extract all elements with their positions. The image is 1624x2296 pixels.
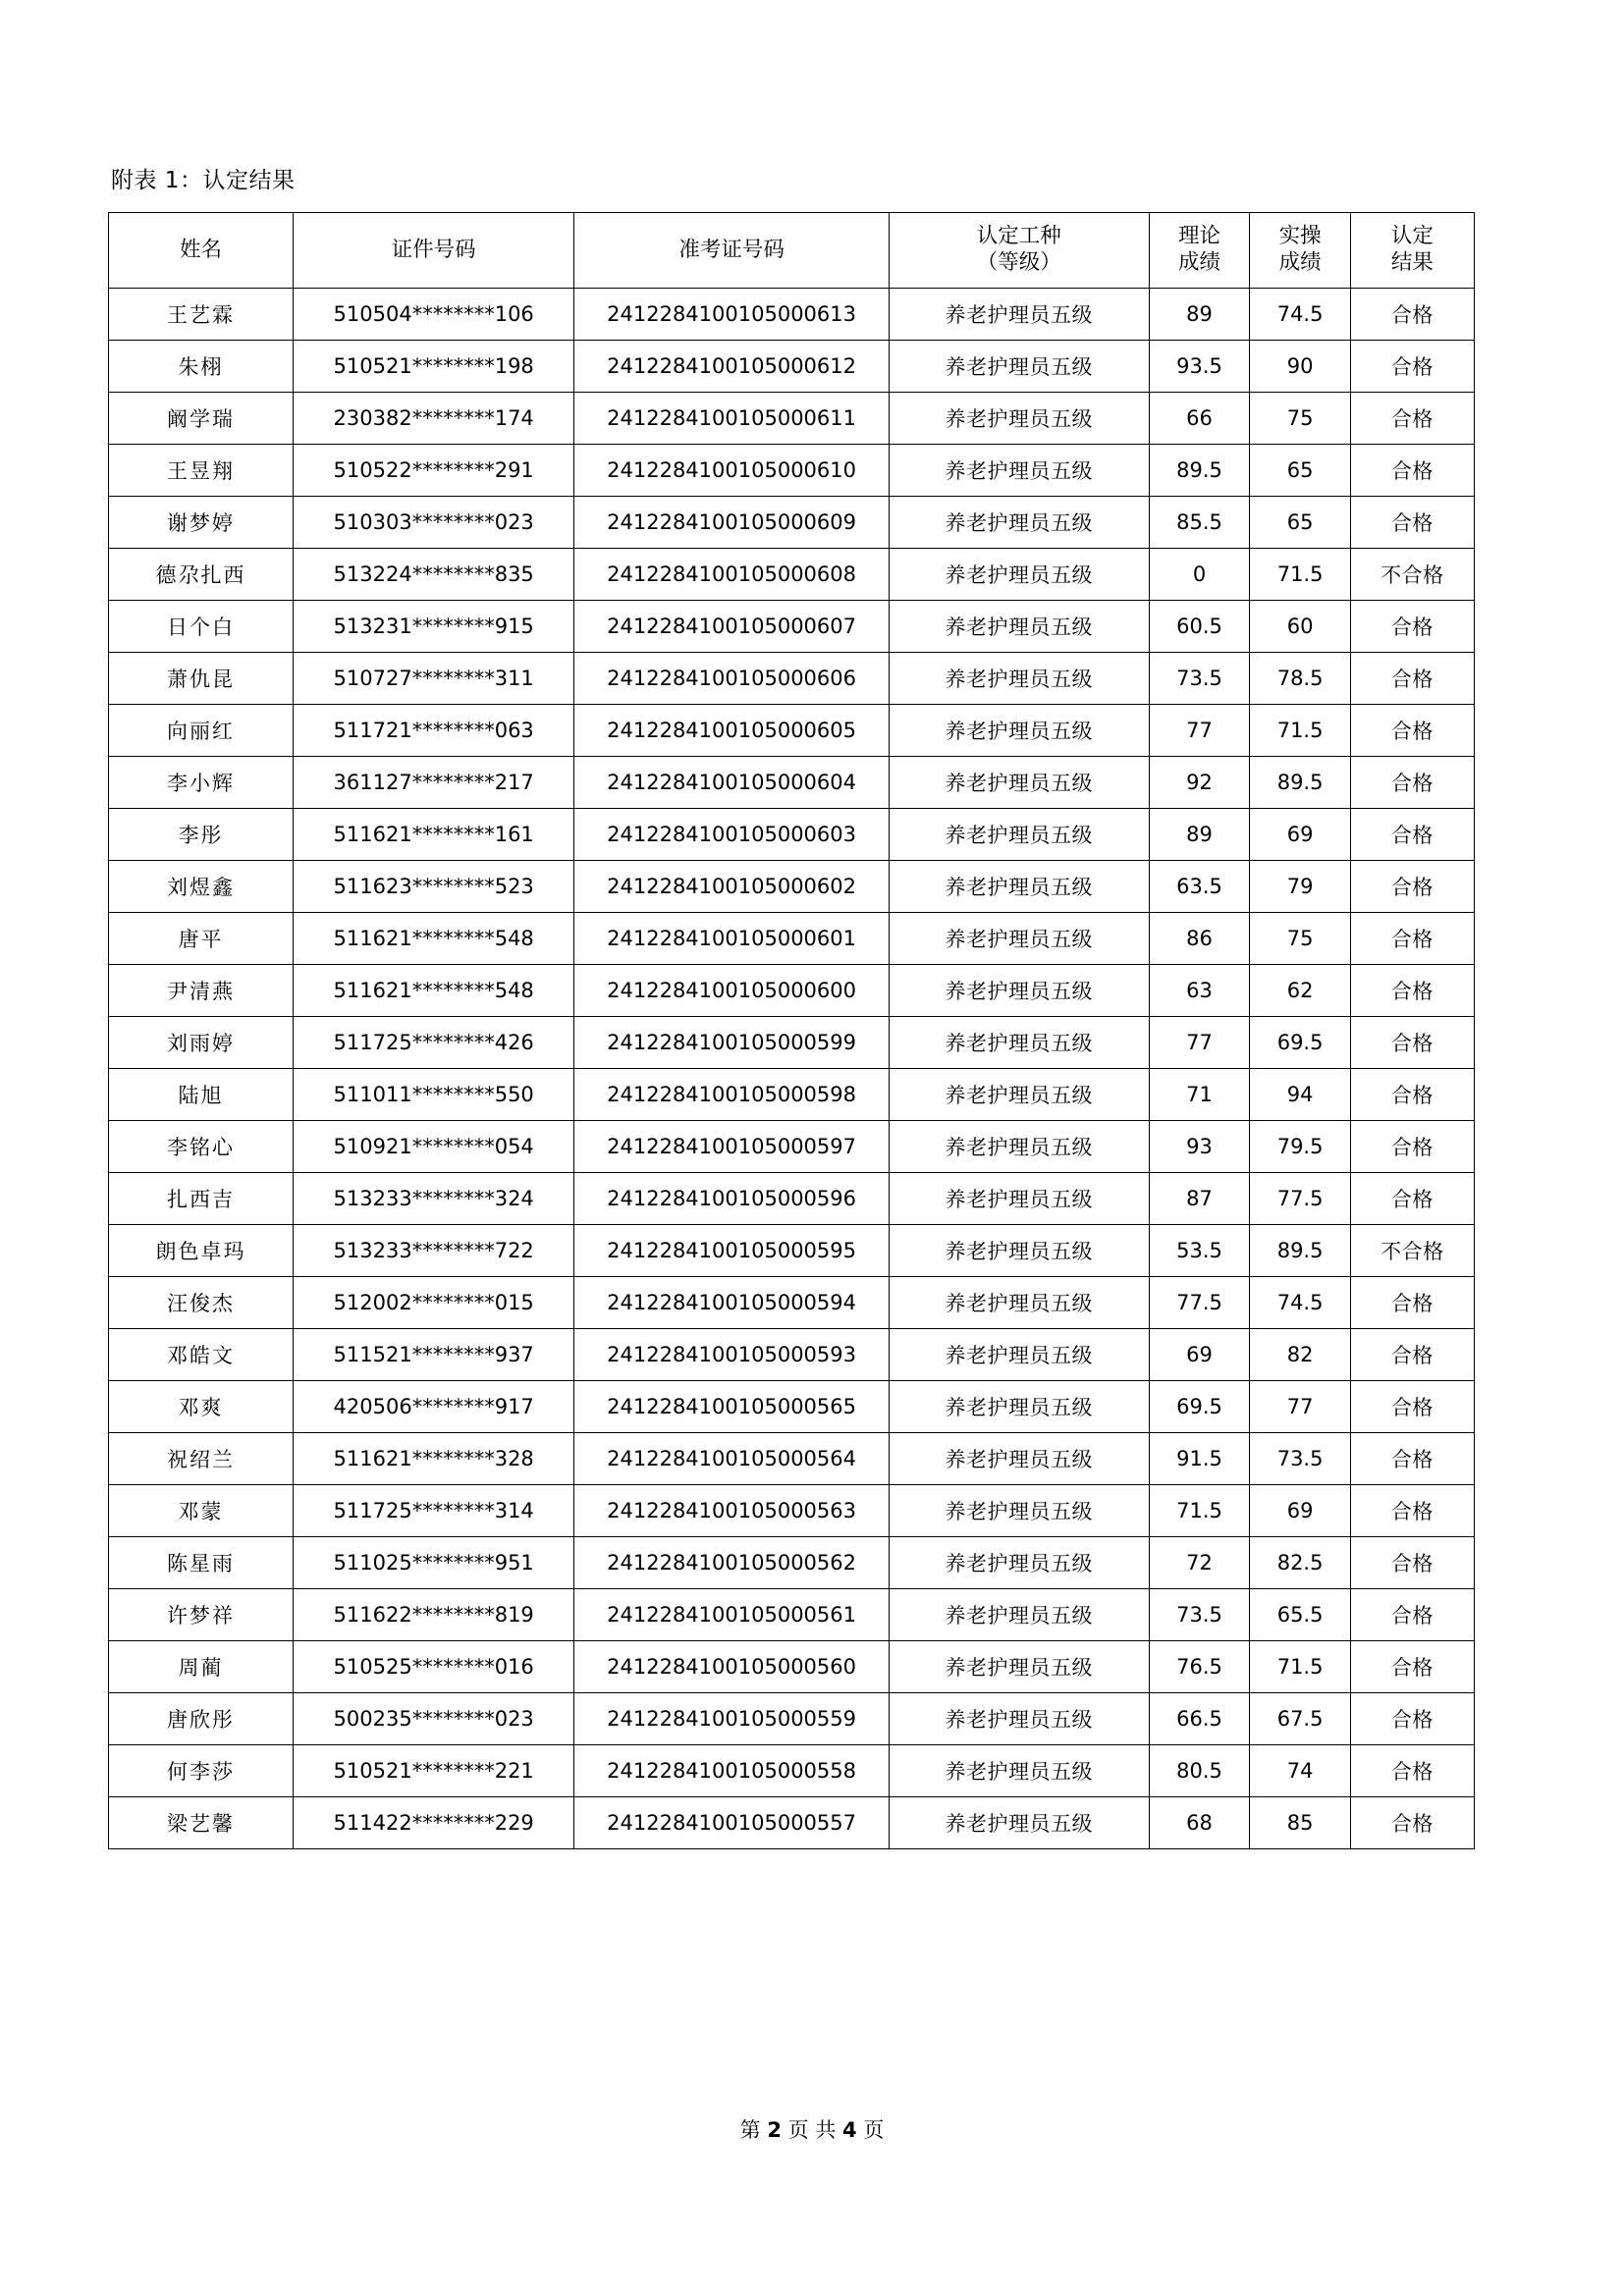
cell-practice-score: 82.5 bbox=[1250, 1537, 1351, 1589]
cell-theory-score: 77 bbox=[1149, 705, 1250, 757]
cell-result: 合格 bbox=[1350, 861, 1474, 913]
cell-practice-score: 89.5 bbox=[1250, 757, 1351, 809]
table-body bbox=[109, 289, 1475, 1849]
column-header-name: 姓名 bbox=[109, 213, 294, 289]
cell-result: 合格 bbox=[1350, 965, 1474, 1017]
cell-ticket-number: 2412284100105000604 bbox=[574, 757, 890, 809]
cell-job: 养老护理员五级 bbox=[889, 1797, 1149, 1849]
cell-practice-score: 77.5 bbox=[1250, 1173, 1351, 1225]
cell-practice-score: 71.5 bbox=[1250, 705, 1351, 757]
cell-practice-score: 75 bbox=[1250, 913, 1351, 965]
cell-result: 合格 bbox=[1350, 1381, 1474, 1433]
cell-practice-score: 69 bbox=[1250, 1485, 1351, 1537]
column-header-job-line1: 认定工种 bbox=[976, 224, 1061, 249]
cell-job: 养老护理员五级 bbox=[889, 1745, 1149, 1797]
cell-id-number: 511725********426 bbox=[294, 1017, 574, 1069]
cell-ticket-number: 2412284100105000557 bbox=[574, 1797, 890, 1849]
table-header bbox=[109, 213, 1475, 289]
cell-practice-score: 69 bbox=[1250, 809, 1351, 861]
cell-name: 祝绍兰 bbox=[109, 1433, 294, 1485]
column-header-result-line1: 认定 bbox=[1390, 224, 1434, 249]
cell-practice-score: 71.5 bbox=[1250, 549, 1351, 601]
column-header-practice-score bbox=[1250, 213, 1351, 289]
cell-job: 养老护理员五级 bbox=[889, 1173, 1149, 1225]
cell-ticket-number: 2412284100105000593 bbox=[574, 1329, 890, 1381]
table-row bbox=[109, 1589, 1475, 1641]
cell-ticket-number: 2412284100105000594 bbox=[574, 1277, 890, 1329]
table-row bbox=[109, 861, 1475, 913]
cell-ticket-number: 2412284100105000603 bbox=[574, 809, 890, 861]
cell-id-number: 511623********523 bbox=[294, 861, 574, 913]
cell-practice-score: 94 bbox=[1250, 1069, 1351, 1121]
cell-id-number: 511621********548 bbox=[294, 965, 574, 1017]
cell-result: 合格 bbox=[1350, 341, 1474, 393]
cell-result: 合格 bbox=[1350, 289, 1474, 341]
cell-ticket-number: 2412284100105000562 bbox=[574, 1537, 890, 1589]
cell-id-number: 361127********217 bbox=[294, 757, 574, 809]
cell-name: 日个白 bbox=[109, 601, 294, 653]
cell-theory-score: 69 bbox=[1149, 1329, 1250, 1381]
cell-job: 养老护理员五级 bbox=[889, 1277, 1149, 1329]
cell-name: 李彤 bbox=[109, 809, 294, 861]
cell-result: 合格 bbox=[1350, 1329, 1474, 1381]
column-header-practice-line2: 成绩 bbox=[1278, 250, 1322, 275]
cell-result: 合格 bbox=[1350, 1745, 1474, 1797]
cell-theory-score: 86 bbox=[1149, 913, 1250, 965]
cell-name: 王昱翔 bbox=[109, 445, 294, 497]
footer-total-pages: 4 bbox=[842, 2118, 857, 2142]
cell-id-number: 513231********915 bbox=[294, 601, 574, 653]
cell-result: 合格 bbox=[1350, 1069, 1474, 1121]
table-row bbox=[109, 965, 1475, 1017]
cell-result: 合格 bbox=[1350, 1277, 1474, 1329]
cell-id-number: 511721********063 bbox=[294, 705, 574, 757]
cell-practice-score: 75 bbox=[1250, 393, 1351, 445]
cell-job: 养老护理员五级 bbox=[889, 653, 1149, 705]
cell-name: 刘雨婷 bbox=[109, 1017, 294, 1069]
cell-theory-score: 71.5 bbox=[1149, 1485, 1250, 1537]
cell-ticket-number: 2412284100105000596 bbox=[574, 1173, 890, 1225]
cell-result: 合格 bbox=[1350, 705, 1474, 757]
footer-page-number: 2 bbox=[767, 2118, 782, 2142]
cell-result: 不合格 bbox=[1350, 1225, 1474, 1277]
footer-middle: 页 共 bbox=[787, 2118, 837, 2142]
table-row bbox=[109, 1277, 1475, 1329]
table-row bbox=[109, 809, 1475, 861]
cell-name: 阚学瑞 bbox=[109, 393, 294, 445]
cell-result: 合格 bbox=[1350, 1641, 1474, 1693]
cell-theory-score: 63.5 bbox=[1149, 861, 1250, 913]
table-row bbox=[109, 1173, 1475, 1225]
cell-ticket-number: 2412284100105000565 bbox=[574, 1381, 890, 1433]
cell-id-number: 230382********174 bbox=[294, 393, 574, 445]
cell-practice-score: 65 bbox=[1250, 445, 1351, 497]
cell-job: 养老护理员五级 bbox=[889, 497, 1149, 549]
cell-ticket-number: 2412284100105000558 bbox=[574, 1745, 890, 1797]
cell-name: 李铭心 bbox=[109, 1121, 294, 1173]
cell-job: 养老护理员五级 bbox=[889, 1069, 1149, 1121]
cell-result: 合格 bbox=[1350, 809, 1474, 861]
table-row bbox=[109, 549, 1475, 601]
cell-id-number: 510525********016 bbox=[294, 1641, 574, 1693]
cell-ticket-number: 2412284100105000598 bbox=[574, 1069, 890, 1121]
cell-theory-score: 0 bbox=[1149, 549, 1250, 601]
cell-ticket-number: 2412284100105000600 bbox=[574, 965, 890, 1017]
cell-job: 养老护理员五级 bbox=[889, 601, 1149, 653]
cell-practice-score: 77 bbox=[1250, 1381, 1351, 1433]
cell-name: 朱栩 bbox=[109, 341, 294, 393]
cell-name: 王艺霖 bbox=[109, 289, 294, 341]
cell-job: 养老护理员五级 bbox=[889, 1329, 1149, 1381]
table-row bbox=[109, 757, 1475, 809]
cell-name: 刘煜鑫 bbox=[109, 861, 294, 913]
cell-ticket-number: 2412284100105000608 bbox=[574, 549, 890, 601]
cell-theory-score: 89.5 bbox=[1149, 445, 1250, 497]
cell-job: 养老护理员五级 bbox=[889, 809, 1149, 861]
cell-job: 养老护理员五级 bbox=[889, 1589, 1149, 1641]
cell-id-number: 511621********161 bbox=[294, 809, 574, 861]
cell-id-number: 513233********722 bbox=[294, 1225, 574, 1277]
cell-ticket-number: 2412284100105000559 bbox=[574, 1693, 890, 1745]
cell-job: 养老护理员五级 bbox=[889, 393, 1149, 445]
column-header-theory-line1: 理论 bbox=[1178, 224, 1221, 249]
table-row bbox=[109, 1381, 1475, 1433]
cell-job: 养老护理员五级 bbox=[889, 289, 1149, 341]
cell-id-number: 513233********324 bbox=[294, 1173, 574, 1225]
table-row bbox=[109, 497, 1475, 549]
cell-name: 邓爽 bbox=[109, 1381, 294, 1433]
cell-job: 养老护理员五级 bbox=[889, 913, 1149, 965]
cell-id-number: 511621********328 bbox=[294, 1433, 574, 1485]
cell-job: 养老护理员五级 bbox=[889, 861, 1149, 913]
table-row bbox=[109, 1225, 1475, 1277]
cell-result: 不合格 bbox=[1350, 549, 1474, 601]
cell-id-number: 510727********311 bbox=[294, 653, 574, 705]
cell-ticket-number: 2412284100105000601 bbox=[574, 913, 890, 965]
cell-theory-score: 76.5 bbox=[1149, 1641, 1250, 1693]
cell-id-number: 512002********015 bbox=[294, 1277, 574, 1329]
footer-suffix: 页 bbox=[863, 2118, 885, 2142]
cell-job: 养老护理员五级 bbox=[889, 1381, 1149, 1433]
cell-theory-score: 73.5 bbox=[1149, 653, 1250, 705]
table-row bbox=[109, 1641, 1475, 1693]
column-header-job bbox=[889, 213, 1149, 289]
cell-ticket-number: 2412284100105000607 bbox=[574, 601, 890, 653]
cell-id-number: 511422********229 bbox=[294, 1797, 574, 1849]
cell-ticket-number: 2412284100105000602 bbox=[574, 861, 890, 913]
table-row bbox=[109, 1433, 1475, 1485]
table-row bbox=[109, 1537, 1475, 1589]
cell-result: 合格 bbox=[1350, 1797, 1474, 1849]
cell-result: 合格 bbox=[1350, 1537, 1474, 1589]
cell-ticket-number: 2412284100105000610 bbox=[574, 445, 890, 497]
cell-job: 养老护理员五级 bbox=[889, 965, 1149, 1017]
page-footer bbox=[0, 2114, 1624, 2144]
cell-result: 合格 bbox=[1350, 393, 1474, 445]
cell-ticket-number: 2412284100105000606 bbox=[574, 653, 890, 705]
cell-practice-score: 73.5 bbox=[1250, 1433, 1351, 1485]
cell-practice-score: 90 bbox=[1250, 341, 1351, 393]
cell-job: 养老护理员五级 bbox=[889, 549, 1149, 601]
cell-theory-score: 66 bbox=[1149, 393, 1250, 445]
cell-practice-score: 79.5 bbox=[1250, 1121, 1351, 1173]
cell-result: 合格 bbox=[1350, 1485, 1474, 1537]
certification-results-table bbox=[108, 212, 1475, 1849]
table-row bbox=[109, 1069, 1475, 1121]
cell-name: 陆旭 bbox=[109, 1069, 294, 1121]
cell-job: 养老护理员五级 bbox=[889, 1121, 1149, 1173]
cell-name: 萧仇昆 bbox=[109, 653, 294, 705]
cell-job: 养老护理员五级 bbox=[889, 1485, 1149, 1537]
cell-theory-score: 63 bbox=[1149, 965, 1250, 1017]
cell-id-number: 420506********917 bbox=[294, 1381, 574, 1433]
cell-id-number: 511025********951 bbox=[294, 1537, 574, 1589]
cell-result: 合格 bbox=[1350, 1173, 1474, 1225]
cell-practice-score: 67.5 bbox=[1250, 1693, 1351, 1745]
cell-name: 唐平 bbox=[109, 913, 294, 965]
cell-job: 养老护理员五级 bbox=[889, 1225, 1149, 1277]
cell-practice-score: 60 bbox=[1250, 601, 1351, 653]
cell-job: 养老护理员五级 bbox=[889, 445, 1149, 497]
cell-id-number: 510521********198 bbox=[294, 341, 574, 393]
cell-ticket-number: 2412284100105000613 bbox=[574, 289, 890, 341]
cell-practice-score: 82 bbox=[1250, 1329, 1351, 1381]
cell-id-number: 511725********314 bbox=[294, 1485, 574, 1537]
cell-result: 合格 bbox=[1350, 497, 1474, 549]
cell-job: 养老护理员五级 bbox=[889, 705, 1149, 757]
cell-theory-score: 72 bbox=[1149, 1537, 1250, 1589]
cell-practice-score: 62 bbox=[1250, 965, 1351, 1017]
cell-id-number: 500235********023 bbox=[294, 1693, 574, 1745]
cell-result: 合格 bbox=[1350, 601, 1474, 653]
column-header-theory-line2: 成绩 bbox=[1178, 250, 1221, 275]
cell-name: 德尕扎西 bbox=[109, 549, 294, 601]
cell-theory-score: 69.5 bbox=[1149, 1381, 1250, 1433]
table-header-row bbox=[109, 213, 1475, 289]
column-header-theory-score bbox=[1149, 213, 1250, 289]
column-header-id-number: 证件号码 bbox=[294, 213, 574, 289]
cell-job: 养老护理员五级 bbox=[889, 1017, 1149, 1069]
cell-id-number: 510303********023 bbox=[294, 497, 574, 549]
cell-result: 合格 bbox=[1350, 1589, 1474, 1641]
cell-name: 陈星雨 bbox=[109, 1537, 294, 1589]
cell-ticket-number: 2412284100105000563 bbox=[574, 1485, 890, 1537]
cell-name: 扎西吉 bbox=[109, 1173, 294, 1225]
cell-ticket-number: 2412284100105000595 bbox=[574, 1225, 890, 1277]
cell-theory-score: 91.5 bbox=[1149, 1433, 1250, 1485]
cell-result: 合格 bbox=[1350, 757, 1474, 809]
cell-result: 合格 bbox=[1350, 1017, 1474, 1069]
table-row bbox=[109, 1121, 1475, 1173]
cell-id-number: 510921********054 bbox=[294, 1121, 574, 1173]
table-row bbox=[109, 1485, 1475, 1537]
table-row bbox=[109, 913, 1475, 965]
cell-theory-score: 73.5 bbox=[1149, 1589, 1250, 1641]
cell-theory-score: 87 bbox=[1149, 1173, 1250, 1225]
cell-name: 梁艺馨 bbox=[109, 1797, 294, 1849]
cell-ticket-number: 2412284100105000605 bbox=[574, 705, 890, 757]
cell-name: 邓皓文 bbox=[109, 1329, 294, 1381]
cell-result: 合格 bbox=[1350, 1121, 1474, 1173]
cell-id-number: 511621********548 bbox=[294, 913, 574, 965]
cell-theory-score: 77 bbox=[1149, 1017, 1250, 1069]
page-title: 附表 1：认定结果 bbox=[111, 168, 296, 193]
cell-practice-score: 71.5 bbox=[1250, 1641, 1351, 1693]
cell-job: 养老护理员五级 bbox=[889, 341, 1149, 393]
cell-ticket-number: 2412284100105000597 bbox=[574, 1121, 890, 1173]
cell-ticket-number: 2412284100105000564 bbox=[574, 1433, 890, 1485]
cell-result: 合格 bbox=[1350, 913, 1474, 965]
cell-result: 合格 bbox=[1350, 1693, 1474, 1745]
table-row bbox=[109, 601, 1475, 653]
cell-theory-score: 89 bbox=[1149, 289, 1250, 341]
cell-name: 周蔺 bbox=[109, 1641, 294, 1693]
cell-theory-score: 89 bbox=[1149, 809, 1250, 861]
cell-id-number: 511011********550 bbox=[294, 1069, 574, 1121]
table-row bbox=[109, 1797, 1475, 1849]
cell-theory-score: 93.5 bbox=[1149, 341, 1250, 393]
table-row bbox=[109, 341, 1475, 393]
column-header-job-line2: （等级） bbox=[976, 250, 1061, 275]
cell-practice-score: 78.5 bbox=[1250, 653, 1351, 705]
cell-job: 养老护理员五级 bbox=[889, 1537, 1149, 1589]
cell-theory-score: 53.5 bbox=[1149, 1225, 1250, 1277]
cell-result: 合格 bbox=[1350, 653, 1474, 705]
cell-ticket-number: 2412284100105000561 bbox=[574, 1589, 890, 1641]
cell-name: 许梦祥 bbox=[109, 1589, 294, 1641]
cell-ticket-number: 2412284100105000599 bbox=[574, 1017, 890, 1069]
column-header-ticket-number: 准考证号码 bbox=[574, 213, 890, 289]
cell-name: 尹清燕 bbox=[109, 965, 294, 1017]
cell-name: 李小辉 bbox=[109, 757, 294, 809]
cell-job: 养老护理员五级 bbox=[889, 1641, 1149, 1693]
cell-theory-score: 71 bbox=[1149, 1069, 1250, 1121]
cell-name: 朗色卓玛 bbox=[109, 1225, 294, 1277]
column-header-practice-line1: 实操 bbox=[1278, 224, 1322, 249]
cell-result: 合格 bbox=[1350, 445, 1474, 497]
cell-practice-score: 74 bbox=[1250, 1745, 1351, 1797]
cell-ticket-number: 2412284100105000612 bbox=[574, 341, 890, 393]
cell-theory-score: 68 bbox=[1149, 1797, 1250, 1849]
cell-name: 谢梦婷 bbox=[109, 497, 294, 549]
cell-name: 邓蒙 bbox=[109, 1485, 294, 1537]
cell-theory-score: 77.5 bbox=[1149, 1277, 1250, 1329]
cell-id-number: 511521********937 bbox=[294, 1329, 574, 1381]
cell-id-number: 510504********106 bbox=[294, 289, 574, 341]
cell-practice-score: 69.5 bbox=[1250, 1017, 1351, 1069]
cell-practice-score: 65 bbox=[1250, 497, 1351, 549]
table-row bbox=[109, 1329, 1475, 1381]
cell-ticket-number: 2412284100105000609 bbox=[574, 497, 890, 549]
footer-prefix: 第 bbox=[739, 2118, 761, 2142]
table-row bbox=[109, 653, 1475, 705]
table-row bbox=[109, 705, 1475, 757]
cell-name: 汪俊杰 bbox=[109, 1277, 294, 1329]
cell-practice-score: 89.5 bbox=[1250, 1225, 1351, 1277]
cell-result: 合格 bbox=[1350, 1433, 1474, 1485]
cell-name: 何李莎 bbox=[109, 1745, 294, 1797]
cell-theory-score: 60.5 bbox=[1149, 601, 1250, 653]
table-row bbox=[109, 289, 1475, 341]
table-row bbox=[109, 393, 1475, 445]
cell-theory-score: 66.5 bbox=[1149, 1693, 1250, 1745]
cell-practice-score: 74.5 bbox=[1250, 1277, 1351, 1329]
cell-theory-score: 93 bbox=[1149, 1121, 1250, 1173]
cell-practice-score: 65.5 bbox=[1250, 1589, 1351, 1641]
cell-theory-score: 85.5 bbox=[1149, 497, 1250, 549]
cell-practice-score: 74.5 bbox=[1250, 289, 1351, 341]
cell-theory-score: 80.5 bbox=[1149, 1745, 1250, 1797]
column-header-result bbox=[1350, 213, 1474, 289]
cell-id-number: 511622********819 bbox=[294, 1589, 574, 1641]
cell-ticket-number: 2412284100105000560 bbox=[574, 1641, 890, 1693]
cell-practice-score: 79 bbox=[1250, 861, 1351, 913]
cell-id-number: 510521********221 bbox=[294, 1745, 574, 1797]
column-header-result-line2: 结果 bbox=[1390, 250, 1434, 275]
cell-name: 向丽红 bbox=[109, 705, 294, 757]
table-row bbox=[109, 1017, 1475, 1069]
cell-ticket-number: 2412284100105000611 bbox=[574, 393, 890, 445]
table-row bbox=[109, 1693, 1475, 1745]
cell-id-number: 513224********835 bbox=[294, 549, 574, 601]
cell-job: 养老护理员五级 bbox=[889, 757, 1149, 809]
cell-practice-score: 85 bbox=[1250, 1797, 1351, 1849]
cell-name: 唐欣彤 bbox=[109, 1693, 294, 1745]
cell-job: 养老护理员五级 bbox=[889, 1693, 1149, 1745]
cell-id-number: 510522********291 bbox=[294, 445, 574, 497]
cell-job: 养老护理员五级 bbox=[889, 1433, 1149, 1485]
table-row bbox=[109, 1745, 1475, 1797]
cell-theory-score: 92 bbox=[1149, 757, 1250, 809]
table-row bbox=[109, 445, 1475, 497]
